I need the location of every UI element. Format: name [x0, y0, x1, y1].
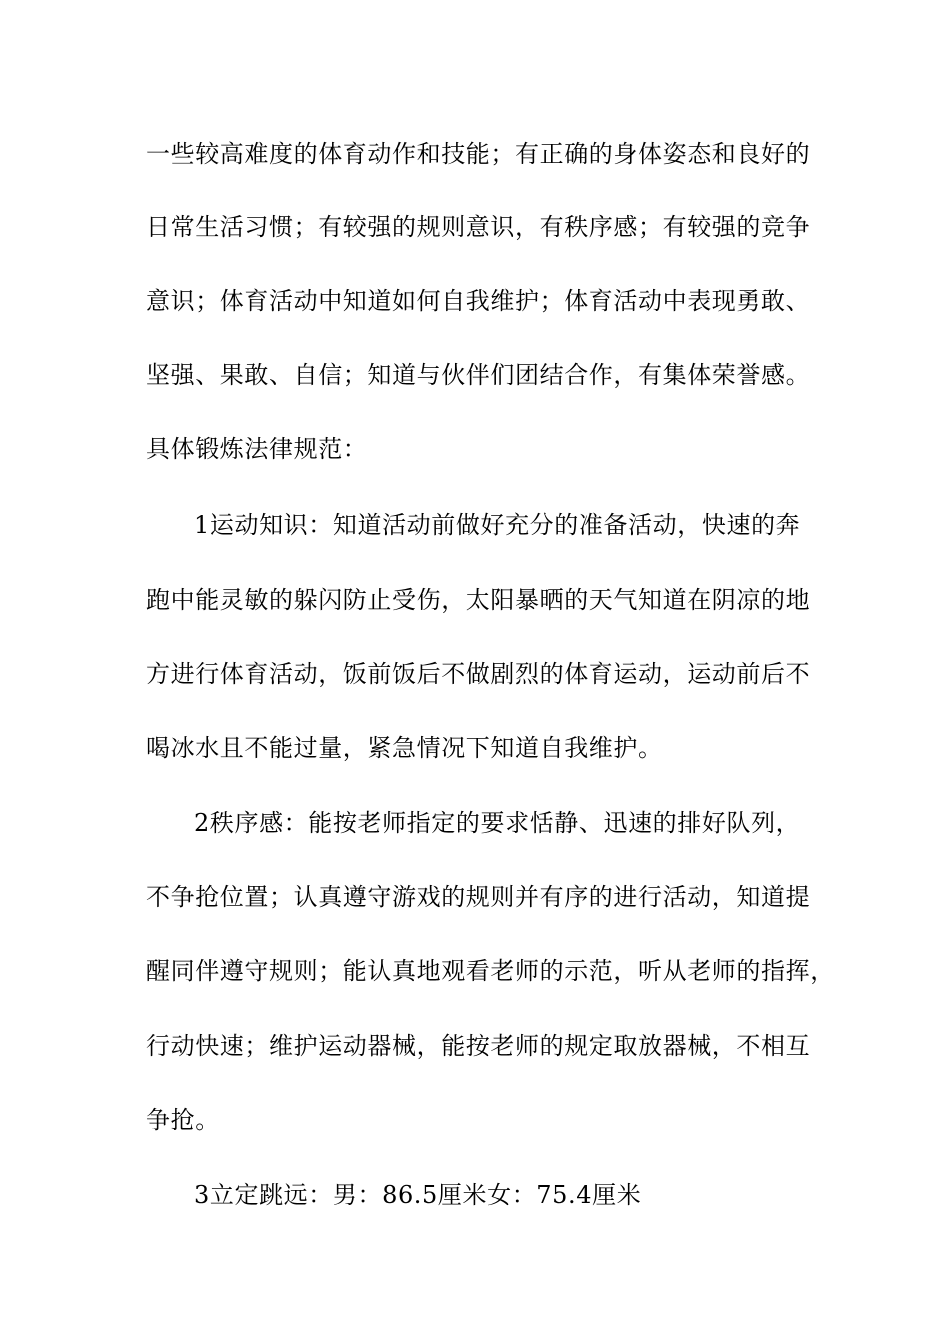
- paragraph-3-start: 3立定跳远：男：86.5厘米女：75.4厘米: [194, 1181, 642, 1209]
- text-line-12: 醒同伴遵守规则；能认真地观看老师的示范，听从老师的指挥，: [146, 957, 835, 985]
- section-heading: 具体锻炼法律规范：: [146, 435, 368, 463]
- text-line-8: 方进行体育活动，饭前饭后不做剧烈的体育运动，运动前后不: [146, 660, 811, 688]
- text-line-13: 行动快速；维护运动器械，能按老师的规定取放器械，不相互: [146, 1032, 811, 1060]
- text-line-2: 日常生活习惯；有较强的规则意识，有秩序感；有较强的竞争: [146, 213, 811, 241]
- text-line-3: 意识；体育活动中知道如何自我维护；体育活动中表现勇敢、: [146, 287, 811, 315]
- text-line-11: 不争抢位置；认真遵守游戏的规则并有序的进行活动，知道提: [146, 883, 811, 911]
- text-line-1: 一些较高难度的体育动作和技能；有正确的身体姿态和良好的: [146, 140, 811, 168]
- text-line-14: 争抢。: [146, 1106, 220, 1134]
- text-line-9: 喝冰水且不能过量，紧急情况下知道自我维护。: [146, 734, 663, 762]
- text-line-7: 跑中能灵敏的躲闪防止受伤，太阳暴晒的天气知道在阴凉的地: [146, 586, 811, 614]
- paragraph-1-start: 1运动知识：知道活动前做好充分的准备活动，快速的奔: [194, 511, 801, 539]
- text-line-4: 坚强、果敢、自信；知道与伙伴们团结合作，有集体荣誉感。: [146, 361, 811, 389]
- paragraph-2-start: 2秩序感：能按老师指定的要求恬静、迅速的排好队列，: [194, 809, 801, 837]
